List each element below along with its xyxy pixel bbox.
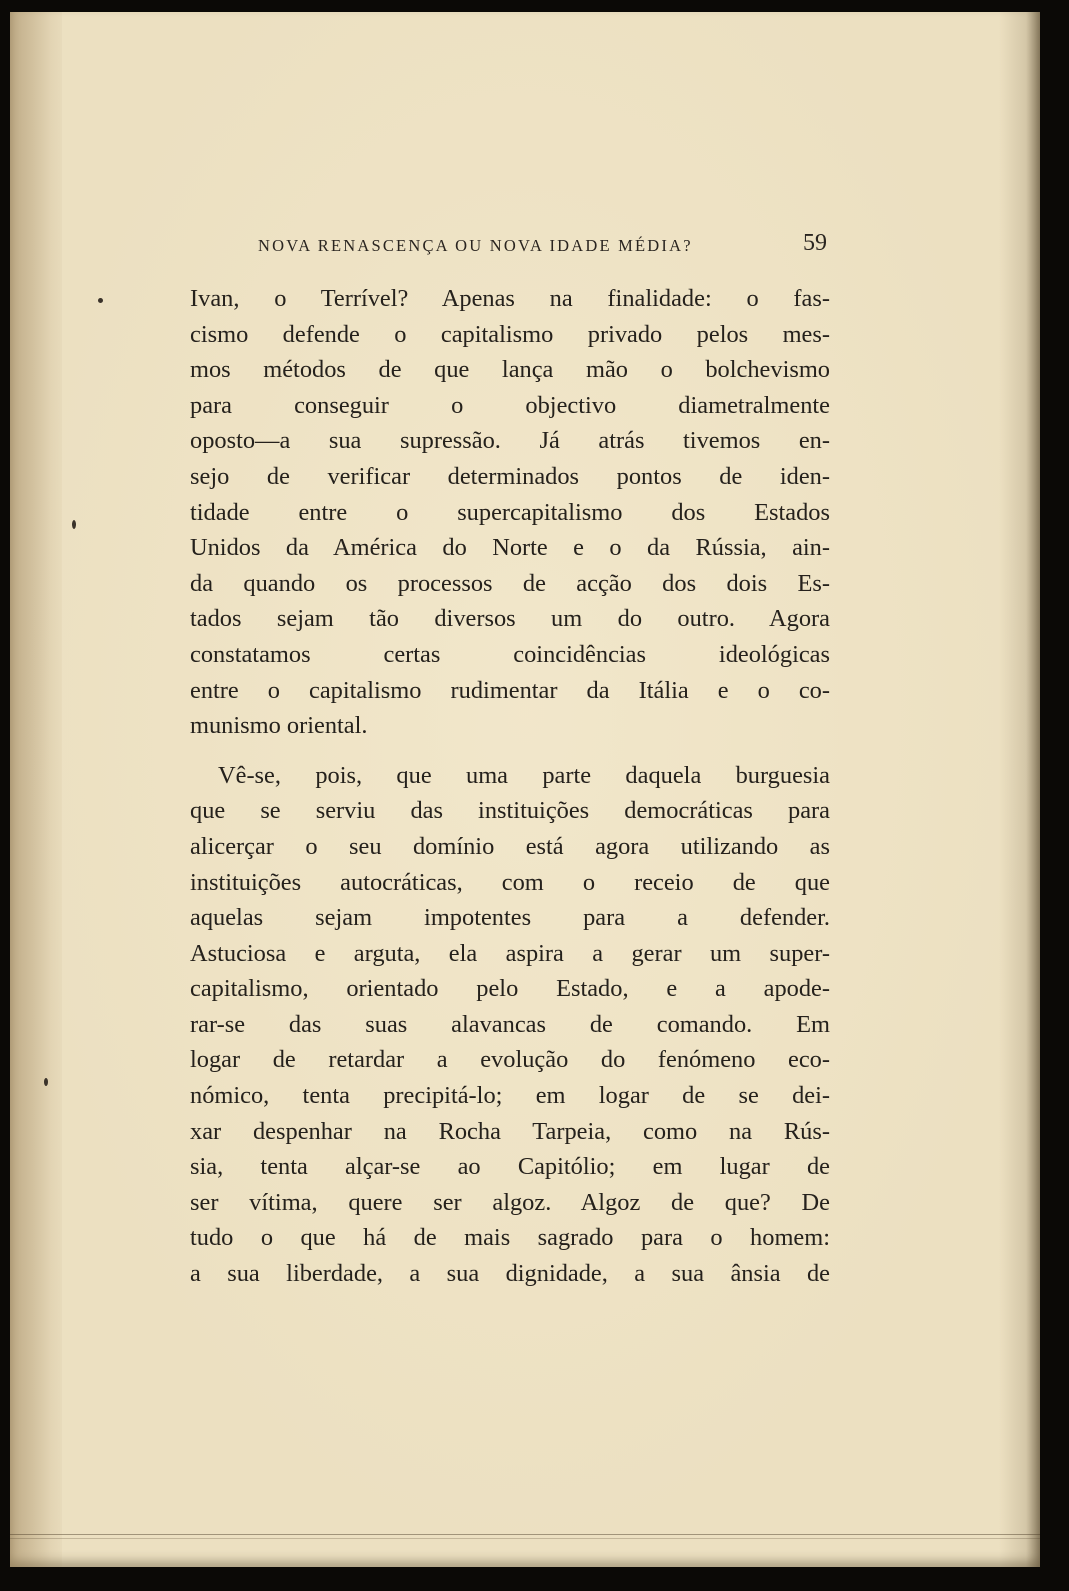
text-line: Ivan, o Terrível? Apenas na finalidade: o fas- (190, 285, 830, 312)
page-bottom-edge (10, 1534, 1040, 1535)
text-line: tudo o que há de mais sagrado para o homem: (190, 1224, 830, 1252)
text-line: tados sejam tão diversos um do outro. Agora (190, 605, 830, 633)
margin-speck (44, 1078, 48, 1086)
paragraph-1 (190, 281, 830, 744)
text-line: sejo de verificar determinados pontos de iden- (190, 462, 830, 490)
running-header (258, 232, 858, 266)
text-line: rar-se das suas alavancas de comando. Em (190, 1010, 830, 1038)
text-line: da quando os processos de acção dos dois Es- (190, 569, 830, 597)
text-line: tidade entre o supercapitalismo dos Estados (190, 498, 830, 526)
text-line: que se serviu das instituições democráticas para (190, 797, 830, 825)
page-gutter-shadow (10, 12, 62, 1567)
text-line: instituições autocráticas, com o receio de que (190, 868, 830, 896)
body-text (190, 281, 830, 1292)
page-number: 59 (803, 230, 827, 256)
text-line: Astuciosa e arguta, ela aspira a gerar um super- (190, 939, 830, 967)
text-line: munismo oriental. (190, 712, 368, 740)
running-header-title: NOVA RENASCENÇA OU NOVA IDADE MÉDIA? (258, 236, 693, 255)
text-line: sia, tenta alçar-se ao Capitólio; em lugar de (190, 1153, 830, 1181)
text-line: capitalismo, orientado pelo Estado, e a apode- (190, 975, 830, 1003)
text-line: entre o capitalismo rudimentar da Itália e o co- (190, 676, 830, 704)
text-line: Vê-se, pois, que uma parte daquela burguesia (218, 761, 830, 789)
text-line: logar de retardar a evolução do fenómeno eco- (190, 1046, 830, 1074)
text-line: cismo defende o capitalismo privado pelos mes- (190, 320, 830, 348)
text-line: alicerçar o seu domínio está agora utilizando as (190, 832, 830, 860)
text-line: oposto—a sua supressão. Já atrás tivemos en- (190, 427, 830, 455)
text-line: nómico, tenta precipitá-lo; em logar de se dei- (190, 1082, 830, 1110)
page-edge-shadow (1026, 12, 1040, 1567)
text-line: aquelas sejam impotentes para a defender. (190, 904, 830, 932)
page-bottom-edge-secondary (10, 1538, 1040, 1539)
text-line: Unidos da América do Norte e o da Rússia, ain- (190, 534, 830, 562)
paragraph-2 (190, 758, 830, 1292)
margin-speck (98, 298, 103, 303)
text-line: para conseguir o objectivo diametralmente (190, 391, 830, 419)
text-line: xar despenhar na Rocha Tarpeia, como na Rús- (190, 1117, 830, 1145)
text-line: a sua liberdade, a sua dignidade, a sua ânsia de (190, 1260, 830, 1288)
text-line: mos métodos de que lança mão o bolchevismo (190, 356, 830, 384)
margin-speck (72, 520, 76, 529)
text-line: constatamos certas coincidências ideológicas (190, 640, 830, 668)
text-line: ser vítima, quere ser algoz. Algoz de que? De (190, 1188, 830, 1216)
